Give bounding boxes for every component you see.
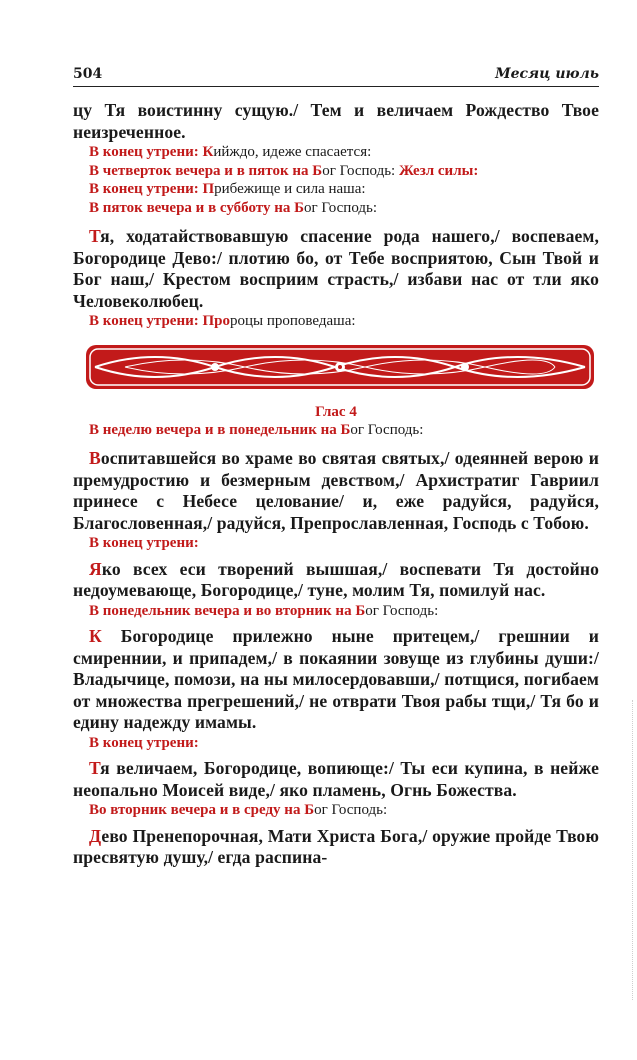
red-initial: Т	[89, 758, 101, 778]
hymn-paragraph: Дево Пренепорочная, Мати Христа Бога,/ оружие пройде Твою пресвятую душу,/ егда распина-	[73, 825, 599, 867]
paragraph-continuation: цу Тя воистинну сущую./ Тем и величаем Рождество Твое неизреченное.	[73, 100, 599, 142]
hymn-paragraph: Тя величаем, Богородице, вопиюще:/ Ты еси купина, в нейже неопально Моисей виде,/ яко пламень, Огнь Божества.	[73, 758, 599, 800]
hymn-paragraph: Воспитавшейся во храме во святая святых,/ одеянней верою и премудростию и безмерным девством,/ Архистратиг Гавриил принесе с Небесе целование/ и, еже радуйся, радуйся, Благословенная,/ радуйся, Препрославленная, Господь с Тобою.	[73, 448, 599, 533]
hymn-paragraph: Тя, ходатайствовавшую спасение рода нашего,/ воспеваем, Богородице Дево:/ плотию бо, от Тебе восприятою, Сын Твой и Бог наш,/ Крестом восприим страсть,/ избави нас от тли яко Человеколюбец.	[73, 226, 599, 311]
hymn-paragraph: Яко всех еси творений вышшая,/ воспевати Тя достойно недоумевающе, Богородице,/ туне, молим Тя, помилуй нас.	[73, 558, 599, 600]
red-initial: Т	[89, 226, 101, 246]
page-header	[73, 64, 599, 87]
red-initial: В	[89, 448, 101, 468]
page-content	[73, 100, 599, 869]
rubric-line: В понедельник вечера и во вторник на Бог Господь:	[89, 602, 439, 619]
rubric-line: В конец утрени:	[89, 734, 199, 751]
red-initial: Я	[89, 558, 102, 579]
rubric-line: В конец утрени: Пророцы проповедаша:	[89, 313, 356, 329]
rubric-line: В конец утрени:	[89, 535, 199, 551]
hymn-paragraph: К Богородице прилежно ныне притецем,/ грешнии и смиреннии, и припадем,/ в покаянии зовуще из глубины души:/ Владычице, помози, на ны милосердовавши,/ потщися, погибаем от множества прегрешений,/ не отврати Твоя рабы тщи,/ Тя бо и едину надежду имамы.	[73, 626, 599, 732]
red-initial: Д	[89, 825, 102, 846]
rubric-line: В пяток вечера и в субботу на Бог Господь:	[89, 199, 378, 216]
decorative-ornament-band	[85, 343, 595, 391]
tone-heading: Глас 4	[315, 403, 357, 420]
rubric-line: В конец утрени: Прибежище и сила наша:	[89, 181, 366, 197]
rubric-line: В конец утрени: Кийждо, идеже спасается:	[89, 144, 372, 160]
page-number: 504	[73, 66, 103, 82]
rubric-line: В неделю вечера и в понедельник на Бог Господь:	[89, 421, 424, 438]
rubric-line: В четверток вечера и в пяток на Бог Господь: Жезл силы:	[89, 162, 479, 179]
edge-mark	[628, 700, 633, 1000]
red-initial: К	[89, 626, 102, 646]
rubric-line: Во вторник вечера и в среду на Бог Господь:	[89, 802, 388, 818]
running-title: Месяц июль	[495, 66, 599, 82]
